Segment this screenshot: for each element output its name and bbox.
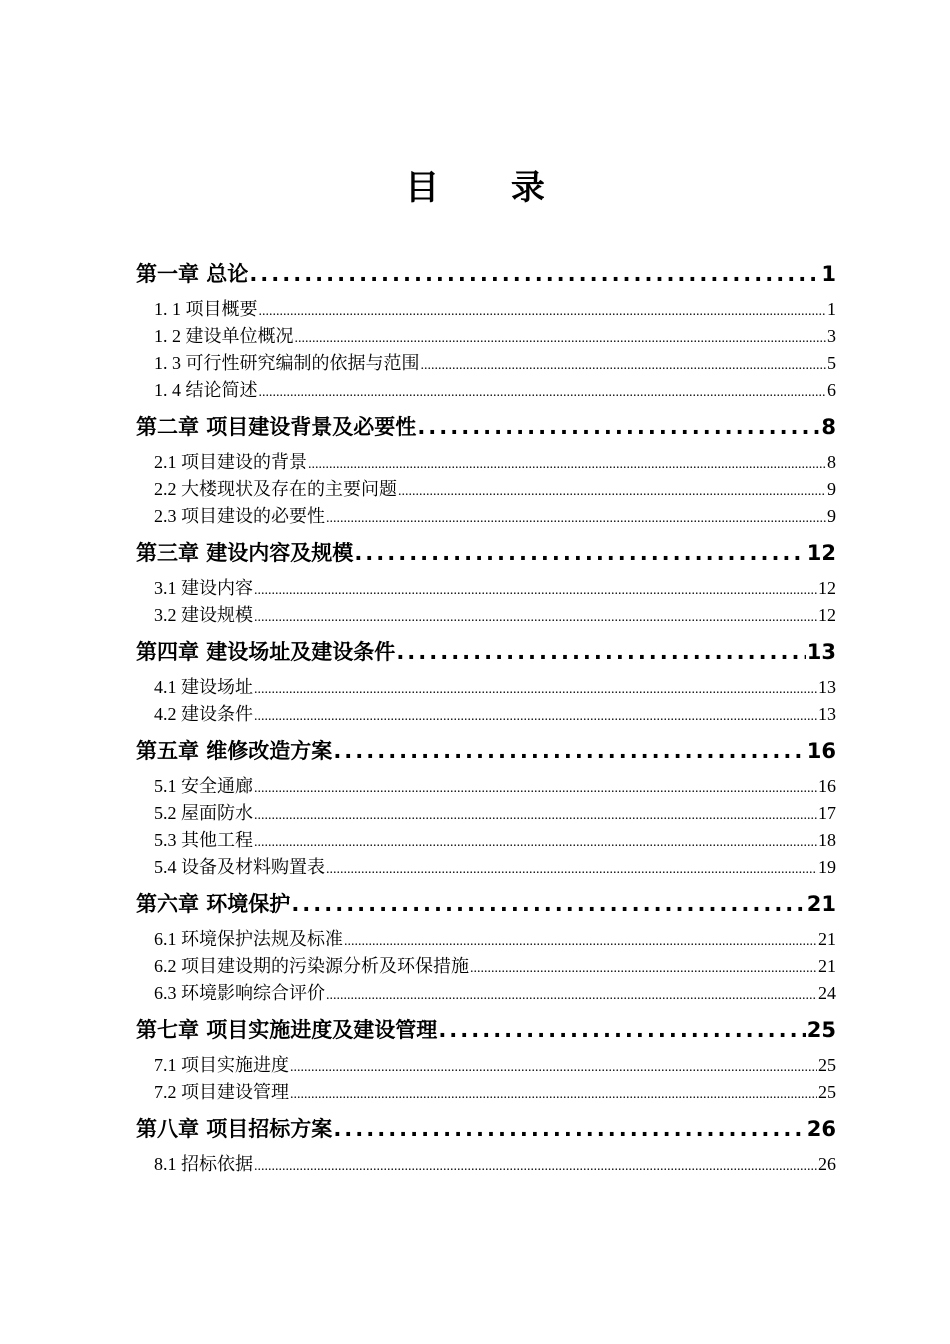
section-title: 6.1 环境保护法规及标准 <box>154 929 343 949</box>
section-title: 5.4 设备及材料购置表 <box>154 857 325 877</box>
toc-section-entry[interactable] <box>136 853 836 880</box>
section-page-number: 13 <box>818 704 836 724</box>
dot-leader <box>254 610 817 626</box>
section-page-number: 6 <box>827 380 836 400</box>
section-title: 3.1 建设内容 <box>154 578 253 598</box>
dot-leader <box>333 739 805 763</box>
chapter-title: 第二章 项目建设背景及必要性 <box>136 415 417 439</box>
toc-chapter-entry[interactable] <box>136 531 836 572</box>
section-page-number: 8 <box>827 452 836 472</box>
section-title: 6.2 项目建设期的污染源分析及环保措施 <box>154 956 469 976</box>
dot-leader <box>396 640 805 664</box>
chapter-title: 第一章 总论 <box>136 262 249 286</box>
section-page-number: 9 <box>827 479 836 499</box>
section-page-number: 12 <box>818 578 836 598</box>
chapter-page-number: 21 <box>806 892 836 916</box>
toc-chapter-entry[interactable] <box>136 729 836 770</box>
toc-chapter-entry[interactable] <box>136 405 836 446</box>
toc-section-entry[interactable] <box>136 295 836 322</box>
toc-section-entry[interactable] <box>136 322 836 349</box>
section-title: 5.3 其他工程 <box>154 830 253 850</box>
dot-leader <box>438 1018 805 1042</box>
dot-leader <box>254 583 817 599</box>
toc-section-entry[interactable] <box>136 979 836 1006</box>
chapter-page-number: 1 <box>821 262 836 286</box>
toc-section-entry[interactable] <box>136 673 836 700</box>
toc-chapter-entry[interactable] <box>136 1107 836 1148</box>
chapter-page-number: 12 <box>806 541 836 565</box>
toc-section-entry[interactable] <box>136 925 836 952</box>
dot-leader <box>291 892 805 916</box>
toc-section-entry[interactable] <box>136 826 836 853</box>
chapter-page-number: 25 <box>806 1018 836 1042</box>
chapter-title: 第四章 建设场址及建设条件 <box>136 640 396 664</box>
dot-leader <box>470 961 817 977</box>
section-page-number: 19 <box>818 857 836 877</box>
section-page-number: 13 <box>818 677 836 697</box>
toc-section-entry[interactable] <box>136 349 836 376</box>
section-title: 2.2 大楼现状及存在的主要问题 <box>154 479 397 499</box>
dot-leader <box>259 304 827 320</box>
section-title: 1. 2 建设单位概况 <box>154 326 294 346</box>
toc-section-entry[interactable] <box>136 799 836 826</box>
section-page-number: 18 <box>818 830 836 850</box>
toc-section-entry[interactable] <box>136 376 836 403</box>
section-title: 7.1 项目实施进度 <box>154 1055 289 1075</box>
toc-section-entry[interactable] <box>136 952 836 979</box>
section-page-number: 21 <box>818 956 836 976</box>
dot-leader <box>326 511 826 527</box>
toc-section-entry[interactable] <box>136 448 836 475</box>
dot-leader <box>249 262 820 286</box>
dot-leader <box>333 1117 805 1141</box>
table-of-contents <box>136 252 836 1177</box>
section-title: 8.1 招标依据 <box>154 1154 253 1174</box>
dot-leader <box>254 835 817 851</box>
section-page-number: 9 <box>827 506 836 526</box>
section-page-number: 21 <box>818 929 836 949</box>
section-page-number: 26 <box>818 1154 836 1174</box>
chapter-title: 第三章 建设内容及规模 <box>136 541 354 565</box>
section-title: 5.1 安全通廊 <box>154 776 253 796</box>
dot-leader <box>326 988 817 1004</box>
chapter-title: 第五章 维修改造方案 <box>136 739 333 763</box>
toc-section-entry[interactable] <box>136 772 836 799</box>
section-page-number: 12 <box>818 605 836 625</box>
section-page-number: 25 <box>818 1082 836 1102</box>
dot-leader <box>254 709 817 725</box>
toc-chapter-entry[interactable] <box>136 630 836 671</box>
dot-leader <box>290 1060 817 1076</box>
dot-leader <box>344 934 817 950</box>
toc-chapter-entry[interactable] <box>136 882 836 923</box>
chapter-title: 第八章 项目招标方案 <box>136 1117 333 1141</box>
chapter-page-number: 13 <box>806 640 836 664</box>
toc-section-entry[interactable] <box>136 601 836 628</box>
section-page-number: 5 <box>827 353 836 373</box>
section-title: 5.2 屋面防水 <box>154 803 253 823</box>
section-title: 1. 1 项目概要 <box>154 299 258 319</box>
section-title: 1. 3 可行性研究编制的依据与范围 <box>154 353 420 373</box>
dot-leader <box>326 862 817 878</box>
dot-leader <box>417 415 820 439</box>
section-title: 4.1 建设场址 <box>154 677 253 697</box>
section-title: 2.3 项目建设的必要性 <box>154 506 325 526</box>
toc-section-entry[interactable] <box>136 1051 836 1078</box>
dot-leader <box>398 484 826 500</box>
dot-leader <box>259 385 827 401</box>
chapter-title: 第六章 环境保护 <box>136 892 291 916</box>
section-title: 1. 4 结论简述 <box>154 380 258 400</box>
section-page-number: 25 <box>818 1055 836 1075</box>
toc-chapter-entry[interactable] <box>136 252 836 293</box>
dot-leader <box>254 682 817 698</box>
section-page-number: 16 <box>818 776 836 796</box>
section-title: 3.2 建设规模 <box>154 605 253 625</box>
dot-leader <box>308 457 826 473</box>
toc-section-entry[interactable] <box>136 475 836 502</box>
dot-leader <box>254 781 817 797</box>
section-page-number: 3 <box>827 326 836 346</box>
toc-section-entry[interactable] <box>136 1150 836 1177</box>
section-title: 4.2 建设条件 <box>154 704 253 724</box>
toc-chapter-entry[interactable] <box>136 1008 836 1049</box>
toc-section-entry[interactable] <box>136 502 836 529</box>
chapter-page-number: 8 <box>821 415 836 439</box>
section-title: 7.2 项目建设管理 <box>154 1082 289 1102</box>
section-title: 6.3 环境影响综合评价 <box>154 983 325 1003</box>
chapter-page-number: 26 <box>806 1117 836 1141</box>
dot-leader <box>290 1087 817 1103</box>
dot-leader <box>354 541 805 565</box>
toc-section-entry[interactable] <box>136 700 836 727</box>
dot-leader <box>421 358 827 374</box>
dot-leader <box>254 808 817 824</box>
section-page-number: 24 <box>818 983 836 1003</box>
dot-leader <box>295 331 827 347</box>
section-page-number: 1 <box>827 299 836 319</box>
chapter-title: 第七章 项目实施进度及建设管理 <box>136 1018 438 1042</box>
section-title: 2.1 项目建设的背景 <box>154 452 307 472</box>
section-page-number: 17 <box>818 803 836 823</box>
dot-leader <box>254 1159 817 1175</box>
toc-section-entry[interactable] <box>136 1078 836 1105</box>
toc-title: 目 录 <box>405 168 575 208</box>
chapter-page-number: 16 <box>806 739 836 763</box>
toc-section-entry[interactable] <box>136 574 836 601</box>
